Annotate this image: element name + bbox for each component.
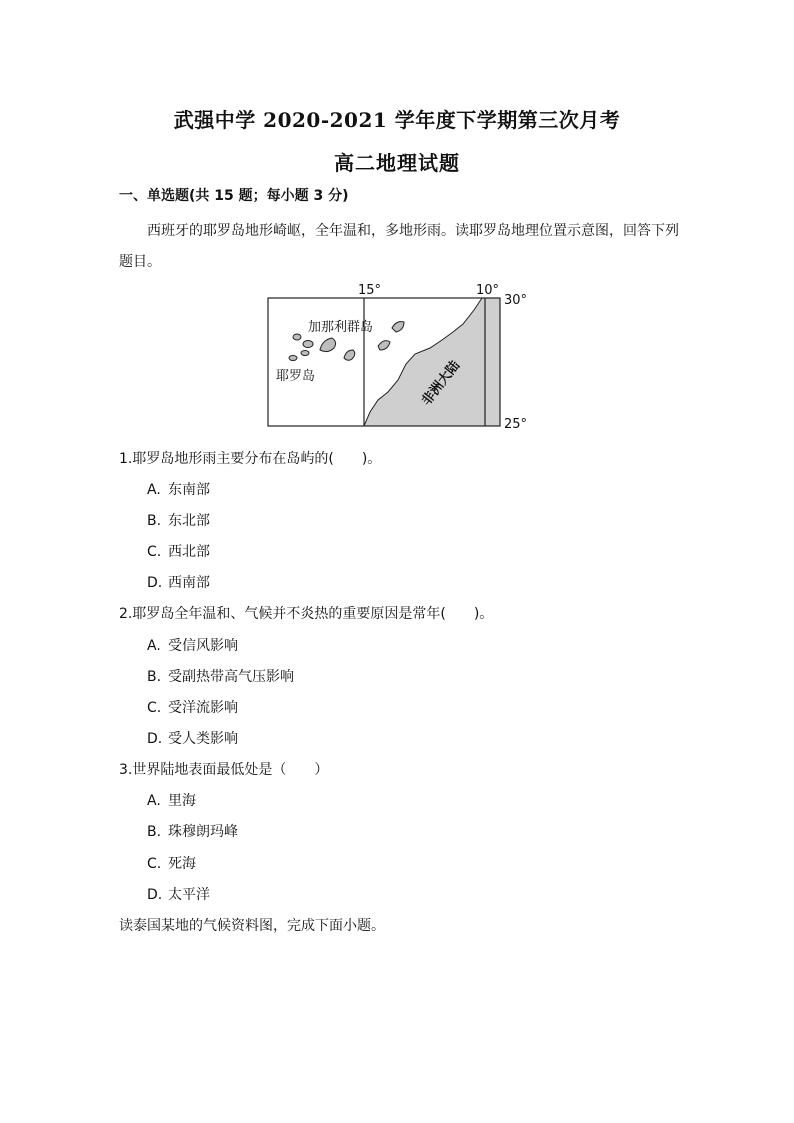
section-heading: 一、单选题(共 15 题；每小题 3 分): [119, 188, 349, 204]
exam-subtitle: 高二地理试题: [334, 151, 460, 175]
island: [303, 341, 313, 348]
question-1-stem: 1.耶罗岛地形雨主要分布在岛屿的(: [119, 451, 334, 467]
q2-option-c: C. 受洋流影响: [147, 700, 238, 716]
question-2: 2.耶罗岛全年温和、气候并不炎热的重要原因是常年( )。: [119, 606, 494, 622]
canary-islands-label: 加那利群岛: [308, 320, 374, 335]
q2-option-b: B. 受副热带高气压影响: [147, 669, 294, 685]
lat-label-25: 25°: [504, 417, 528, 430]
q3-option-d: D. 太平洋: [147, 887, 210, 903]
lon-label-10: 10°: [476, 283, 500, 298]
lon-label-15: 15°: [358, 283, 382, 298]
hierro-label: 耶罗岛: [276, 369, 316, 384]
intro-paragraph: 西班牙的耶罗岛地形崎岖，全年温和，多地形雨。读耶罗岛地理位置示意图，回答下列题目。: [119, 223, 679, 270]
hierro-island: [289, 356, 297, 361]
question-2-stem: 2.耶罗岛全年温和、气候并不炎热的重要原因是常年(: [119, 606, 446, 622]
question-3-stem: 3.世界陆地表面最低处是（: [119, 762, 287, 778]
q2-option-a: A. 受信风影响: [147, 638, 238, 654]
question-3: 3.世界陆地表面最低处是（ ）: [119, 762, 329, 778]
island: [320, 338, 336, 352]
question-1: 1.耶罗岛地形雨主要分布在岛屿的( )。: [119, 451, 382, 467]
q1-option-c: C. 西北部: [147, 544, 210, 560]
island: [378, 341, 390, 350]
island: [344, 350, 355, 360]
q3-option-c: C. 死海: [147, 856, 196, 872]
hierro-location-map: [260, 280, 540, 430]
island: [392, 322, 404, 332]
q1-option-b: B. 东北部: [147, 513, 210, 529]
lat-label-30: 30°: [504, 293, 528, 308]
q1-option-d: D. 西南部: [147, 575, 210, 591]
africa-label: 非洲大陆: [419, 358, 464, 409]
q2-option-d: D. 受人类影响: [147, 731, 238, 747]
closing-instruction: 读泰国某地的气候资料图，完成下面小题。: [119, 918, 385, 934]
q1-option-a: A. 东南部: [147, 482, 210, 498]
island: [301, 351, 309, 356]
exam-title: 武强中学 2020-2021 学年度下学期第三次月考: [173, 108, 621, 132]
q3-option-b: B. 珠穆朗玛峰: [147, 824, 238, 840]
island: [293, 334, 301, 340]
q3-option-a: A. 里海: [147, 793, 196, 809]
